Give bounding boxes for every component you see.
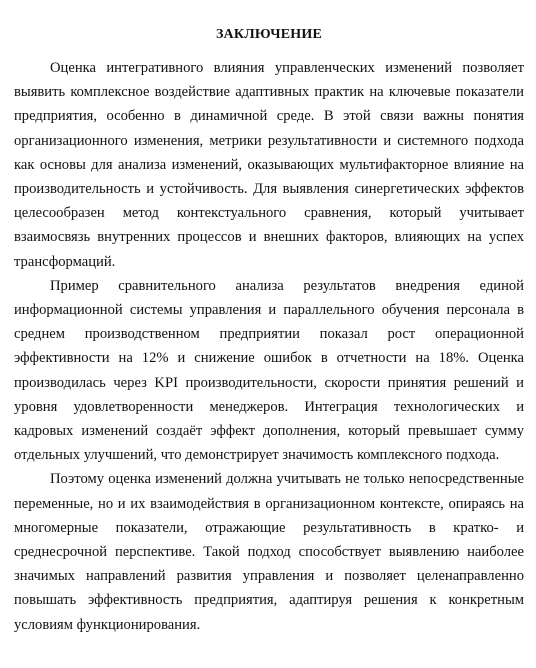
document-title: ЗАКЛЮЧЕНИЕ [215,27,323,42]
paragraph-3: Поэтому оценка изменений должна учитывать не только непосредственные переменные, но и их взаимодействия в организационном контексте, опираясь на многомерные показатели, отражающие результативность в кратко- и среднесрочной перспективе. Такой подход способствует выявлению наиболее значимых направлений развития управления и позволяет целенаправленно повышать эффективность предприятия, адаптируя решения к конкретным условиям функционирования. [14,471,524,633]
paragraph-1: Оценка интегративного влияния управленческих изменений позволяет выявить комплексное воздействие адаптивных практик на ключевые показатели предприятия, особенно в динамичной среде. В этой связи важны понятия организационного изменения, метрики результативности и системного подхода как основы для анализа изменений, оказывающих мультифакторное влияние на производительность и устойчивость. Для выявления синергетических эффектов целесообразен метод контекстуального сравнения, который учитывает взаимосвязь внутренних процессов и внешних факторов, влияющих на успех трансформаций. [14,60,524,270]
paragraph-2: Пример сравнительного анализа результатов внедрения единой информационной системы управления и параллельного обучения персонала в среднем производственном предприятии показал рост операционной эффективности на 12% и снижение ошибок в отчетности на 18%. Оценка производилась через KPI производительности, скорости принятия решений и уровня удовлетворенности менеджеров. Интеграция технологических и кадровых изменений создаёт эффект дополнения, который превышает сумму отдельных улучшений, что демонстрирует значимость комплексного подхода. [14,277,524,464]
